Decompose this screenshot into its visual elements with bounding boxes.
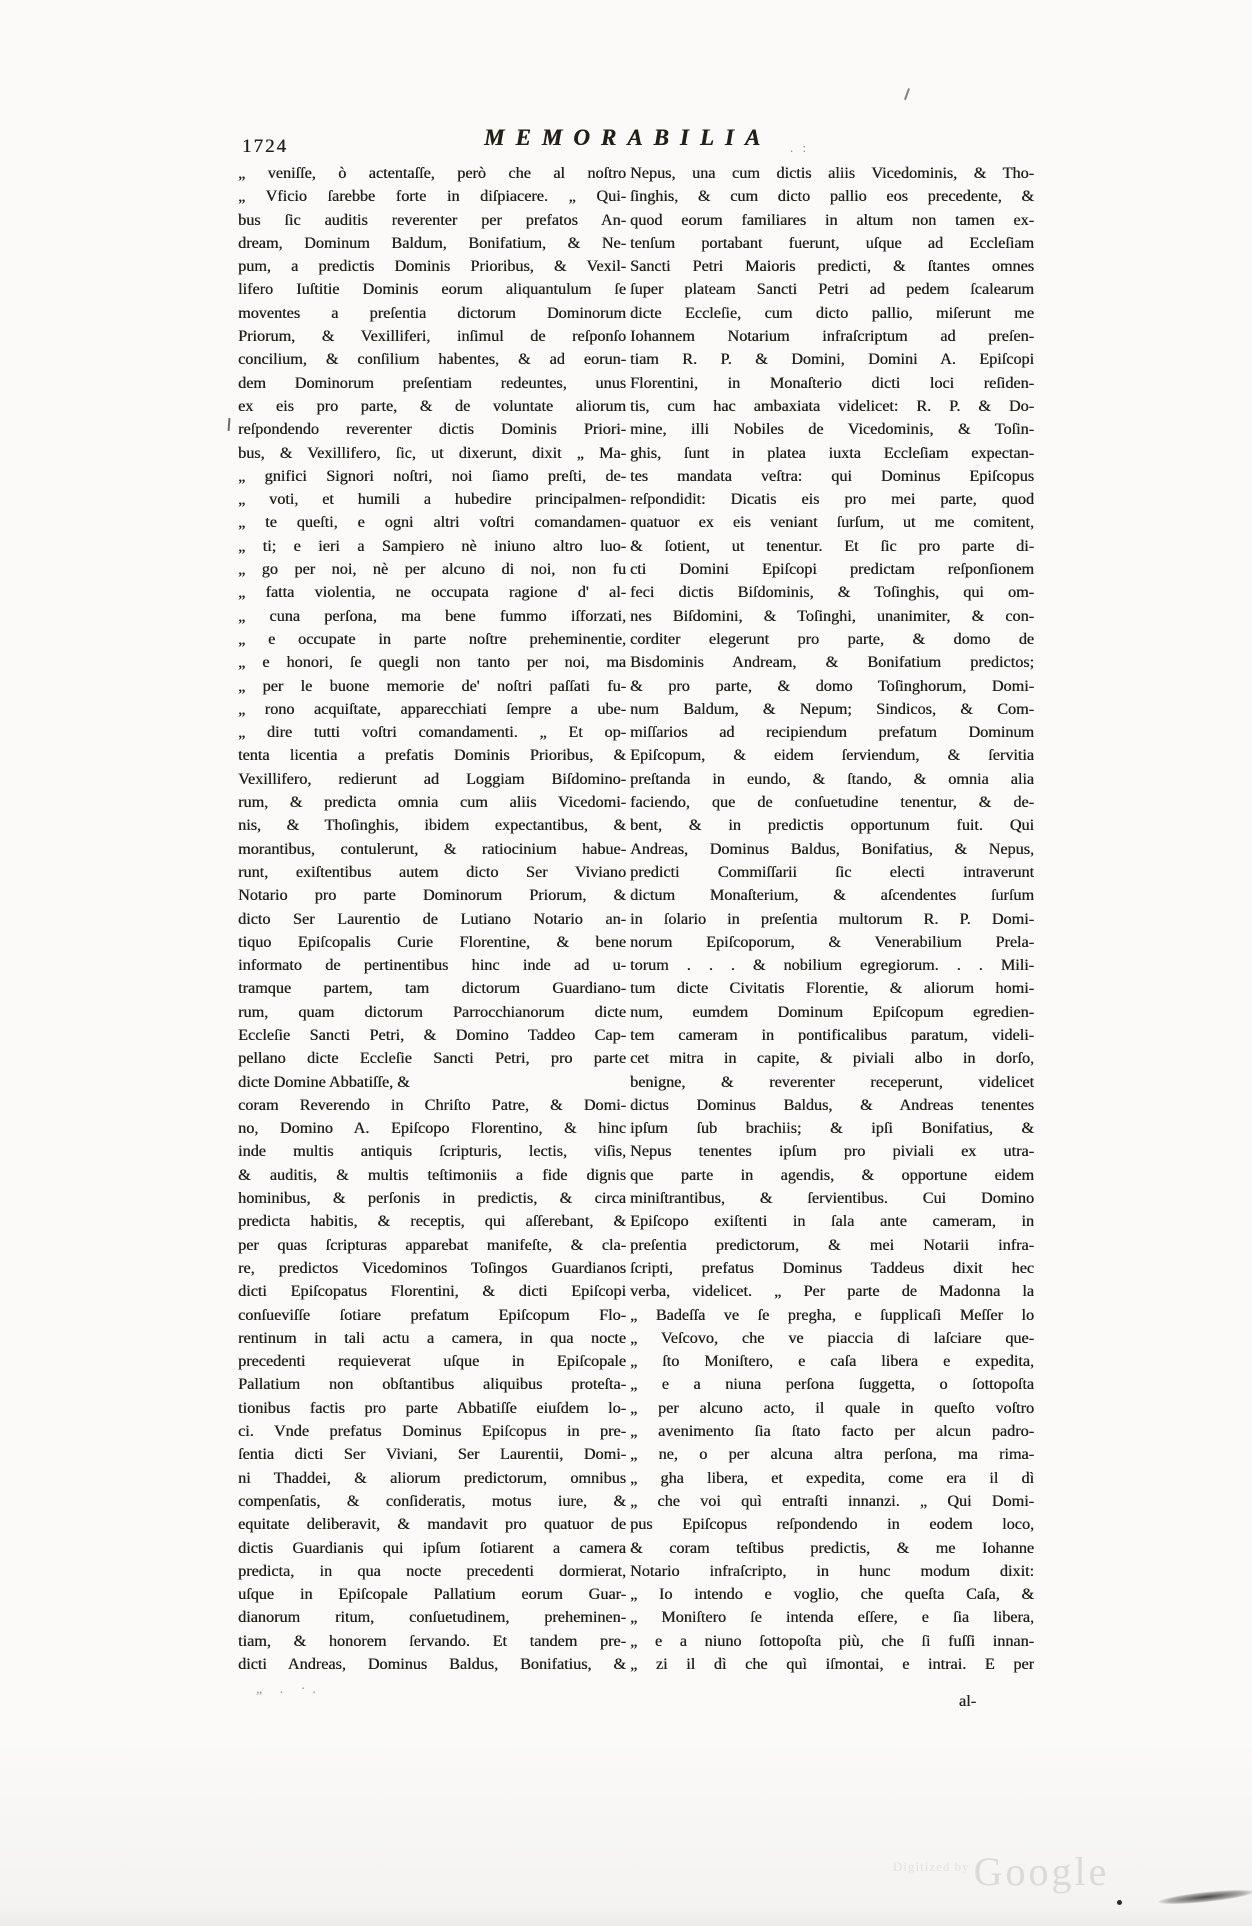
text-line: ſentia dicti Ser Viviani, Ser Laurentii, Domi-	[238, 1445, 626, 1464]
text-line: Andreas, Dominus Baldus, Bonifatius, & Nepus,	[630, 839, 1034, 858]
text-line: coram Reverendo in Chriſto Patre, & Domi-	[238, 1095, 626, 1114]
ink-dot-artifact	[1117, 1900, 1122, 1905]
text-line: „ per le buone memorie de' noſtri paſſati fu-	[238, 676, 626, 695]
text-line: dream, Dominum Baldum, Bonifatium, & Ne-	[238, 233, 626, 252]
text-line: „ gha libera, et expedita, come era il dì	[630, 1468, 1034, 1487]
text-line: Bisdominis Andream, & Bonifatium predictos;	[630, 653, 1034, 672]
left-text-column	[238, 162, 626, 1676]
text-line: rum, quam dictorum Parrocchianorum dicte	[238, 1002, 626, 1021]
text-line: hominibus, & perſonis in predictis, & circa	[238, 1189, 626, 1208]
text-line: dictum Monaſterium, & aſcendentes ſurſum	[630, 886, 1034, 905]
text-line: dicte Eccleſie, cum dicto pallio, miſerunt me	[630, 303, 1034, 322]
text-line: tramque partem, tam dictorum Guardiano-	[238, 979, 626, 998]
top-slash-artifact	[904, 88, 910, 100]
text-line: per quas ſcripturas apparebat manifeſte, & cla-	[238, 1235, 626, 1254]
text-line: verba, videlicet. „ Per parte de Madonna la	[630, 1282, 1034, 1301]
text-line: „ Veſcovo, che ve piaccia di laſciare que-	[630, 1328, 1034, 1347]
text-line: tenſum portabant fuerunt, uſque ad Eccleſiam	[630, 233, 1034, 252]
text-line: „ e honori, ſe quegli non tanto per noi, ma	[238, 653, 626, 672]
text-line: „ Moniſtero ſe intenda eſſere, e ſia libera,	[630, 1608, 1034, 1627]
text-line: Epiſcopum, & eidem ſerviendum, & ſervitia	[630, 746, 1034, 765]
text-line: Epiſcopo exiſtenti in ſala ante cameram, in	[630, 1212, 1034, 1231]
text-line: „ rono acquiſtate, apparecchiati ſempre a ube-	[238, 699, 626, 718]
text-line: faciendo, que de conſuetudine tenentur, & de-	[630, 793, 1034, 812]
text-line: quatuor ex eis veniant ſurſum, ut me comitent,	[630, 513, 1034, 532]
text-line: „ voti, et humili a hubedire principalmen-	[238, 490, 626, 509]
text-line: norum Epiſcoporum, & Venerabilium Prela-	[630, 932, 1034, 951]
text-line: dianorum ritum, conſuetudinem, preheminen-	[238, 1608, 626, 1627]
text-line: tum dicte Civitatis Florentie, & aliorum homi-	[630, 979, 1034, 998]
text-line: precedenti requieverat uſque in Epiſcopale	[238, 1352, 626, 1371]
text-line: feci dictis Biſdominis, & Toſinghis, qui om-	[630, 583, 1034, 602]
text-line: mine, illi Nobiles de Vicedominis, & Toſin-	[630, 420, 1034, 439]
text-line: dem Dominorum preſentiam redeuntes, unus	[238, 373, 626, 392]
text-line: rentinum in tali actu a camera, in qua nocte	[238, 1328, 626, 1347]
text-line: „ e a niuno ſottopoſta più, che ſi fuſſi innan-	[630, 1631, 1034, 1650]
text-line: tiquo Epiſcopalis Curie Florentine, & bene	[238, 932, 626, 951]
text-line: bent, & in predictis opportunum fuit. Qui	[630, 816, 1034, 835]
text-line: Florentini, in Monaſterio dicti loci reſiden-	[630, 373, 1034, 392]
text-line: pum, a predictis Dominis Prioribus, & Vexil-	[238, 257, 626, 276]
text-line: reſpondendo reverenter dictis Dominis Priori-	[238, 420, 626, 439]
text-line: „ per alcuno acto, il quale in queſto voſtro	[630, 1398, 1034, 1417]
text-line: tem cameram in pontificalibus paratum, videli-	[630, 1025, 1034, 1044]
text-line: „ Io intendo e voglio, che queſta Caſa, &	[630, 1585, 1034, 1604]
text-line: pus Epiſcopus reſpondendo in eodem loco,	[630, 1515, 1034, 1534]
text-line: reſpondidit: Dicatis eis pro mei parte, quod	[630, 490, 1034, 509]
text-line: dictis Guardianis qui ipſum ſotiarent a camera	[238, 1538, 626, 1557]
text-line: benigne, & reverenter receperunt, videlicet	[630, 1072, 1034, 1091]
text-line: „ fatta violentia, ne occupata ragione d' al-	[238, 583, 626, 602]
catchword: al-	[958, 1692, 976, 1710]
title-ink-marks: . :	[790, 140, 810, 155]
text-line: compenſatis, & conſideratis, motus iure, &	[238, 1491, 626, 1510]
text-line: cet mitra in capite, & piviali albo in dorſo,	[630, 1049, 1034, 1068]
watermark-prefix-text: Digitized by	[893, 1859, 970, 1874]
text-line: re, predictos Vicedominos Toſingos Guardianos	[238, 1258, 626, 1277]
text-line: Eccleſie Sancti Petri, & Domino Taddeo Cap-	[238, 1025, 626, 1044]
text-line: „ zi il dì che quì iſmontai, e intrai. E per	[630, 1655, 1034, 1673]
text-line: „ e occupate in parte noſtre preheminentie,	[238, 629, 626, 648]
text-line: Iohannem Notarium infraſcriptum ad preſen-	[630, 327, 1034, 346]
text-line: nis, & Thoſinghis, ibidem expectantibus, &	[238, 816, 626, 835]
text-line: cti Domini Epiſcopi predictam reſponſionem	[630, 560, 1034, 579]
text-line: tiam R. P. & Domini, Domini A. Epiſcopi	[630, 350, 1034, 369]
text-line: dictus Dominus Baldus, & Andreas tenentes	[630, 1095, 1034, 1114]
text-line: num, eumdem Dominum Epiſcopum egredien-	[630, 1002, 1034, 1021]
text-line: „ Badeſſa ve ſe pregha, e ſupplicaſi Meſſer lo	[630, 1305, 1034, 1324]
text-line: „ che voi quì entraſti innanzi. „ Qui Domi-	[630, 1491, 1034, 1510]
text-line: runt, exiſtentibus autem dicto Ser Viviano	[238, 862, 626, 881]
text-line: que parte in agendis, & opportune eidem	[630, 1165, 1034, 1184]
text-line: tenta licentia a prefatis Dominis Prioribus, &	[238, 746, 626, 765]
text-line: corditer elegerunt pro parte, & domo de	[630, 629, 1034, 648]
text-line: Notario pro parte Dominorum Priorum, &	[238, 886, 626, 905]
text-line: & ſotient, ut tenentur. Et ſic pro parte di-	[630, 536, 1034, 555]
text-line: dicte Domine Abbatiſſe, &	[238, 1072, 410, 1091]
text-line: Priorum, & Vexilliferi, inſimul de reſponſo	[238, 327, 626, 346]
text-line: „ gnifici Signori noſtri, noi ſiamo preſti, de-	[238, 466, 626, 485]
text-line: „ ti; e ieri a Sampiero nè iniuno altro luo-	[238, 536, 626, 555]
text-line: dicto Ser Laurentio de Lutiano Notario an-	[238, 909, 626, 928]
text-line: „ avenimento ſia ſtato facto per alcun padro-	[630, 1422, 1034, 1441]
page-title: MEMORABILIA	[484, 125, 772, 150]
text-line: „ dire tutti voſtri comandamenti. „ Et op-	[238, 723, 626, 742]
text-line: in ſolario in preſentia multorum R. P. Domi-	[630, 909, 1034, 928]
google-watermark	[893, 1848, 1109, 1895]
text-line: lifero Iuſtitie Dominis eorum aliquantulum ſe	[238, 280, 626, 299]
text-line: Nepus tenentes ipſum pro piviali ex utra-	[630, 1142, 1034, 1161]
text-line: moventes a preſentia dictorum Dominorum	[238, 303, 626, 322]
watermark-brand-text: Google	[973, 1849, 1110, 1894]
text-line: miniſtrantibus, & ſervientibus. Cui Domino	[630, 1189, 1034, 1208]
text-line: „ veniſſe, ò actentaſſe, però che al noſtro	[238, 164, 626, 182]
corner-smear-artifact	[1158, 1887, 1252, 1907]
text-line: „ cuna perſona, ma bene fummo iſforzati,	[238, 606, 626, 625]
text-line: tiam, & honorem ſervando. Et tandem pre-	[238, 1631, 626, 1650]
text-line: „ ſto Moniſtero, e caſa libera e expedita,	[630, 1352, 1034, 1371]
text-line: bus, & Vexillifero, ſic, ut dixerunt, dixit „ Ma-	[238, 443, 626, 462]
text-line: dicti Andreas, Dominus Baldus, Bonifatius, &	[238, 1655, 626, 1673]
text-line: & coram teſtibus predictis, & me Iohanne	[630, 1538, 1034, 1557]
text-line: ex eis pro parte, & de voluntate aliorum	[238, 396, 626, 415]
text-line: informato de pertinentibus hinc inde ad u-	[238, 956, 626, 975]
text-line: bus ſic auditis reverenter per prefatos An-	[238, 210, 626, 229]
text-line: ipſum ſub brachiis; & ipſi Bonifatius, &	[630, 1119, 1034, 1138]
text-line: Sancti Petri Maioris predicti, & ſtantes omnes	[630, 257, 1034, 276]
text-line: ci. Vnde prefatus Dominus Epiſcopus in pre-	[238, 1422, 626, 1441]
text-line: pellano dicte Eccleſie Sancti Petri, pro parte	[238, 1049, 626, 1068]
text-line: torum . . . & nobilium egregiorum. . . Mili-	[630, 956, 1034, 975]
text-line: predicti Commiſſarii ſic electi intraverunt	[630, 862, 1034, 881]
text-line: ſcripti, prefatus Dominus Taddeus dixit hec	[630, 1258, 1034, 1277]
text-line: no, Domino A. Epiſcopo Florentino, & hinc	[238, 1119, 626, 1138]
text-line: preſtanda in eundo, & ſtando, & omnia alia	[630, 769, 1034, 788]
text-line: Nepus, una cum dictis aliis Vicedominis, & Tho-	[630, 164, 1034, 182]
text-line: „ e a niuna perſona ſuggetta, o ſottopoſta	[630, 1375, 1034, 1394]
ink-specks: „ . ·.	[256, 1682, 323, 1697]
text-line: uſque in Epiſcopale Pallatium eorum Guar-	[238, 1585, 626, 1604]
text-line: predicta, in qua nocte precedenti dormierat,	[238, 1561, 626, 1580]
margin-tick-artifact	[228, 418, 231, 431]
text-line: equitate deliberavit, & mandavit pro quatuor de	[238, 1515, 626, 1534]
text-line: morantibus, contulerunt, & ratiocinium habue-	[238, 839, 626, 858]
text-line: tionibus factis pro parte Abbatiſſe eiuſdem lo-	[238, 1398, 626, 1417]
text-line: preſentia predictorum, & mei Notarii infra-	[630, 1235, 1034, 1254]
text-line: dicti Epiſcopatus Florentini, & dicti Epiſcopi	[238, 1282, 626, 1301]
text-line: Vexillifero, redierunt ad Loggiam Biſdomino-	[238, 769, 626, 788]
text-line: ghis, ſunt in platea iuxta Eccleſiam expectan-	[630, 443, 1034, 462]
page-number: 1724	[242, 136, 288, 157]
text-line: nes Biſdomini, & Toſinghi, unanimiter, & con-	[630, 606, 1034, 625]
text-line: concilium, & conſilium habentes, & ad eorun-	[238, 350, 626, 369]
text-line: „ te queſti, e ogni altri voſtri comandamen-	[238, 513, 626, 532]
text-line: Pallatium non obſtantibus aliquibus proteſta-	[238, 1375, 626, 1394]
text-line: predicta habitis, & receptis, qui aſſerebant, &	[238, 1212, 626, 1231]
text-line: miſſarios ad recipiendum prefatum Dominum	[630, 723, 1034, 742]
text-line: „ ne, o per alcuna altra perſona, ma rima-	[630, 1445, 1034, 1464]
text-line: „ Vficio ſarebbe forte in diſpiacere. „ Qui-	[238, 187, 626, 206]
text-line: ſuper plateam Sancti Petri ad pedem ſcalearum	[630, 280, 1034, 299]
text-line: ſinghis, & cum dicto pallio eos precedente, &	[630, 187, 1034, 206]
text-line: conſueviſſe ſotiare prefatum Epiſcopum Flo-	[238, 1305, 626, 1324]
text-line: ni Thaddei, & aliorum predictorum, omnibus	[238, 1468, 626, 1487]
text-line: Notario infraſcripto, in hunc modum dixit:	[630, 1561, 1034, 1580]
text-line: quod eorum familiares in altum non tamen ex-	[630, 210, 1034, 229]
text-line: & auditis, & multis teſtimoniis a fide dignis	[238, 1165, 626, 1184]
text-line: & pro parte, & domo Toſinghorum, Domi-	[630, 676, 1034, 695]
text-line: tis, cum hac ambaxiata videlicet: R. P. & Do-	[630, 396, 1034, 415]
text-line: rum, & predicta omnia cum aliis Vicedomi-	[238, 793, 626, 812]
text-line: inde multis antiquis ſcripturis, lectis, viſis,	[238, 1142, 626, 1161]
right-text-column	[630, 162, 1034, 1676]
text-line: „ go per noi, nè per alcuno di noi, non fu	[238, 560, 626, 579]
text-line: tes mandata veſtra: qui Dominus Epiſcopus	[630, 466, 1034, 485]
text-line: num Baldum, & Nepum; Sindicos, & Com-	[630, 699, 1034, 718]
